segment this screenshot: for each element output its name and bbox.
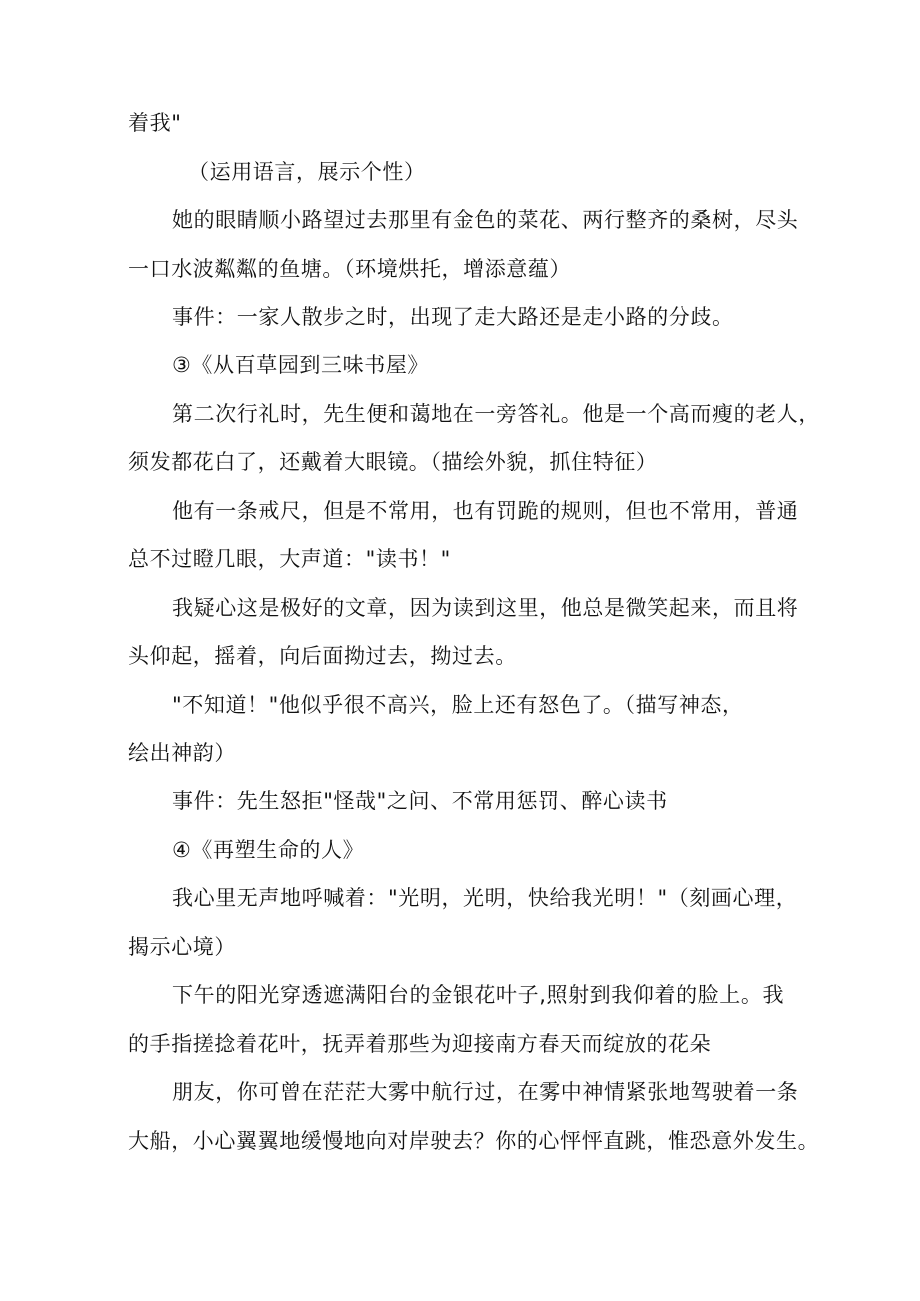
paragraph-line: 的手指搓捻着花叶，抚弄着那些为迎接南方春天而绽放的花朵 bbox=[128, 1032, 712, 1056]
paragraph-line: 头仰起，摇着，向后面拗过去，拗过去。 bbox=[128, 644, 517, 668]
paragraph-line: 朋友，你可曾在茫茫大雾中航行过，在雾中神情紧张地驾驶着一条 bbox=[172, 1080, 799, 1104]
paragraph-line: 绘出神韵） bbox=[128, 741, 236, 765]
section-heading: ③《从百草园到三味书屋》 bbox=[172, 353, 430, 377]
paragraph-line: 第二次行礼时，先生便和蔼地在一旁答礼。他是一个高而瘦的老人， bbox=[172, 402, 820, 426]
paragraph-line: 她的眼睛顺小路望过去那里有金色的菜花、两行整齐的桑树，尽头 bbox=[172, 208, 799, 232]
paragraph-line: 大船，小心翼翼地缓慢地向对岸驶去？你的心怦怦直跳，惟恐意外发生。 bbox=[128, 1129, 820, 1153]
event-line: 事件：一家人散步之时，出现了走大路还是走小路的分歧。 bbox=[172, 305, 734, 329]
paragraph-line: 总不过瞪几眼，大声道："读书！" bbox=[128, 547, 451, 571]
paragraph-line: "不知道！"他似乎很不高兴，脸上还有怒色了。（描写神态， bbox=[172, 693, 744, 717]
paragraph-line: 揭示心境） bbox=[128, 935, 236, 959]
paragraph-line: 一口水波粼粼的鱼塘。（环境烘托，增添意蕴） bbox=[128, 257, 572, 281]
paragraph-line: 我心里无声地呼喊着："光明，光明，快给我光明！"（刻画心理， bbox=[172, 886, 798, 910]
paragraph-line: 我疑心这是极好的文章，因为读到这里，他总是微笑起来，而且将 bbox=[172, 596, 799, 620]
annotation-line: （运用语言，展示个性） bbox=[188, 160, 426, 184]
paragraph-line: 下午的阳光穿透遮满阳台的金银花叶子,照射到我仰着的脸上。我 bbox=[172, 983, 785, 1007]
event-line: 事件：先生怒拒"怪哉"之问、不常用惩罚、醉心读书 bbox=[172, 789, 668, 813]
section-heading: ④《再塑生命的人》 bbox=[172, 838, 365, 862]
paragraph-line: 须发都花白了，还戴着大眼镜。（描绘外貌，抓住特征） bbox=[128, 450, 658, 474]
text-line: 着我" bbox=[128, 111, 182, 135]
paragraph-line: 他有一条戒尺，但是不常用，也有罚跪的规则，但也不常用，普通 bbox=[172, 499, 799, 523]
